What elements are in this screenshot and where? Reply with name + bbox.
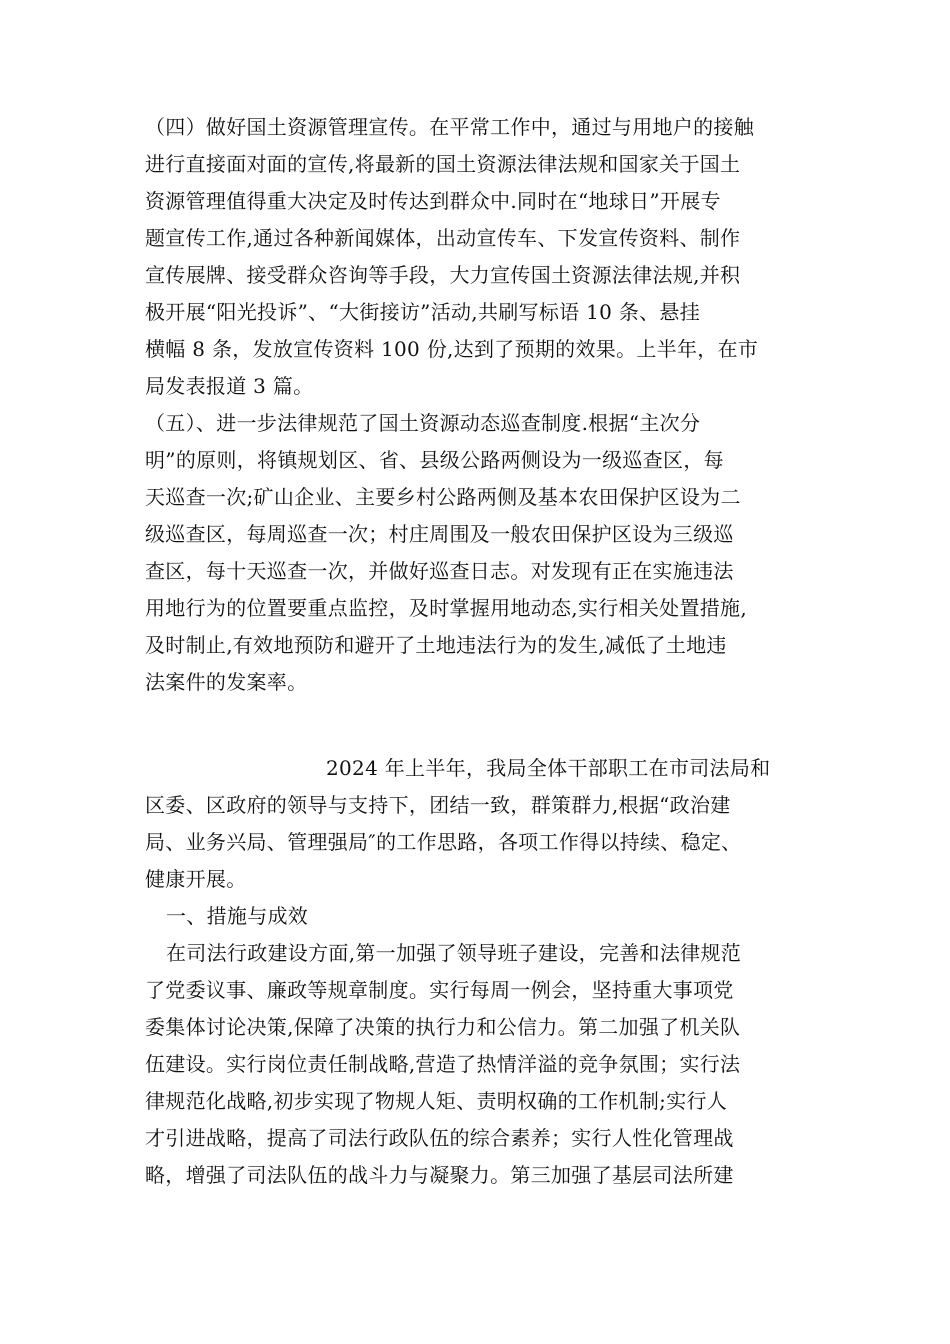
- text-line: 2024 年上半年，我局全体干部职工在市司法局和: [326, 756, 771, 780]
- section-heading: 一、措施与成效: [166, 904, 309, 928]
- text-line: 法案件的发案率。: [145, 670, 308, 694]
- text-line: 局、业务兴局、管理强局″的工作思路，各项工作得以持续、稳定、: [145, 830, 742, 854]
- text-line: 极开展“阳光投诉”、“大街接访”活动,共刷写标语 10 条、悬挂: [145, 300, 701, 324]
- text-line: 资源管理值得重大决定及时传达到群众中.同时在“地球日”开展专: [145, 189, 721, 213]
- text-line: 进行直接面对面的宣传,将最新的国土资源法律法规和国家关于国土: [145, 152, 741, 176]
- text-line: （五）、进一步法律规范了国土资源动态巡查制度.根据“主次分: [145, 411, 701, 435]
- text-line: 天巡查一次;矿山企业、主要乡村公路两侧及基本农田保护区设为二: [145, 485, 741, 509]
- text-line: 局发表报道 3 篇。: [145, 374, 314, 398]
- text-line: 了党委议事、廉政等规章制度。实行每周一例会，坚持重大事项党: [145, 978, 734, 1002]
- text-line: 及时制止,有效地预防和避开了土地违法行为的发生,减低了土地违: [145, 633, 727, 657]
- text-line: 明”的原则，将镇规划区、省、县级公路两侧设为一级巡查区，每: [145, 448, 724, 472]
- text-line: 才引进战略，提高了司法行政队伍的综合素养；实行人性化管理战: [145, 1126, 734, 1150]
- text-line: （四）做好国土资源管理宣传。在平常工作中，通过与用地户的接触: [145, 115, 754, 139]
- text-line: 健康开展。: [145, 867, 247, 891]
- text-line: 律规范化战略,初步实现了物规人矩、责明权确的工作机制;实行人: [145, 1089, 728, 1113]
- text-line: 略，增强了司法队伍的战斗力与凝聚力。第三加强了基层司法所建: [145, 1163, 734, 1187]
- text-line: 伍建设。实行岗位责任制战略,营造了热情洋溢的竞争氛围；实行法: [145, 1052, 741, 1076]
- text-line: 横幅 8 条，发放宣传资料 100 份,达到了预期的效果。上半年，在市: [145, 337, 759, 361]
- text-line: 级巡查区，每周巡查一次；村庄周围及一般农田保护区设为三级巡: [145, 522, 734, 546]
- text-line: 区委、区政府的领导与支持下，团结一致，群策群力,根据“政治建: [145, 793, 731, 817]
- text-line: 宣传展牌、接受群众咨询等手段，大力宣传国土资源法律法规,并积: [145, 263, 741, 287]
- text-line: 查区，每十天巡查一次，并做好巡查日志。对发现有正在实施违法: [145, 559, 734, 583]
- text-line: 用地行为的位置要重点监控，及时掌握用地动态,实行相关处置措施,: [145, 596, 748, 620]
- text-line: 委集体讨论决策,保障了决策的执行力和公信力。第二加强了机关队: [145, 1015, 741, 1039]
- text-line: 在司法行政建设方面,第一加强了领导班子建设，完善和法律规范: [166, 941, 742, 965]
- text-line: 题宣传工作,通过各种新闻媒体，出动宣传车、下发宣传资料、制作: [145, 226, 741, 250]
